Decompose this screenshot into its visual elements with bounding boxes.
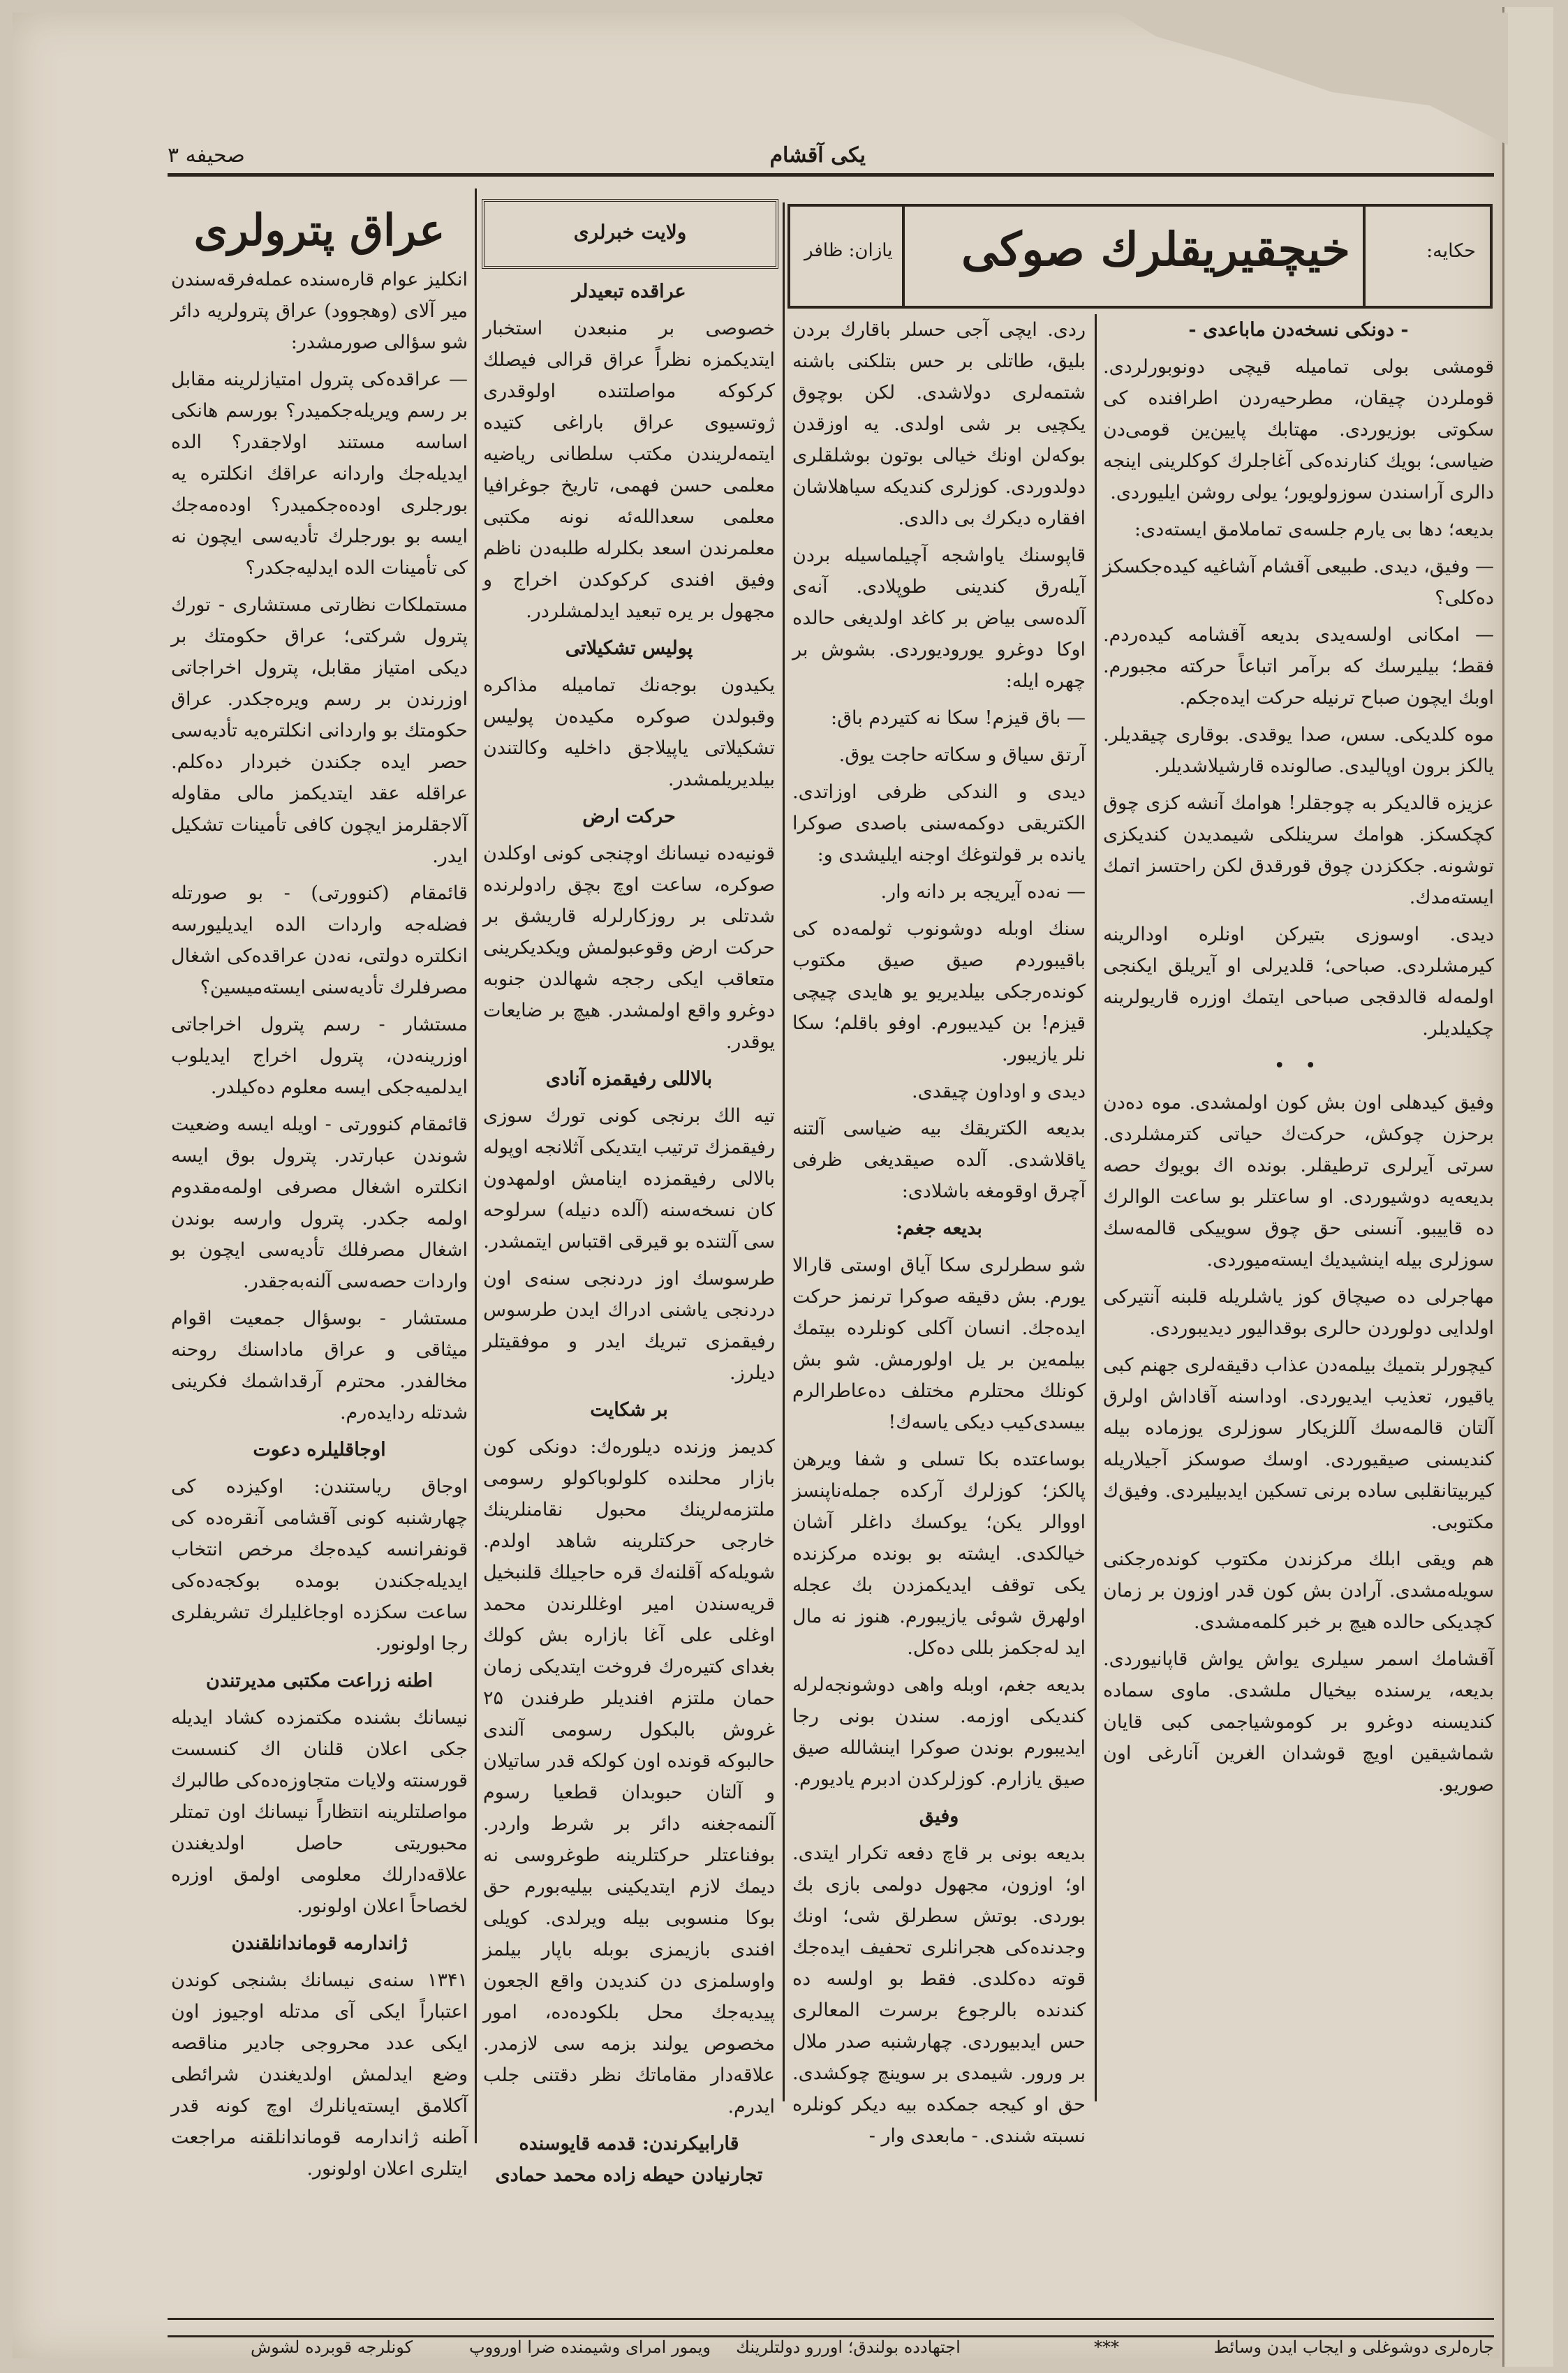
news-body: قونیه‌ده نیسانك اوچنجی کونی اوکلدن صوکره، ساعت اوچ بچق رادولرنده‌ شدتلی بر روزکارلرله قاریشق بر حرکت ارض وقوعبولمش ویکدیکرینی متعاقب ایکی رججه شهالدن جنوبه دوغرو واقع اولمشدر. هیچ بر ضایعات یوقدر. xyxy=(483,843,775,1053)
story-paragraph: هم ویقی ابلك مرکزندن مکتوب کونده‌رجکنی سویله‌مشدی. آرادن بش کون قدر اوزون بر زمان کچدیکی حالده هیچ بر خبر کلمه‌مشدی. xyxy=(1103,1548,1494,1633)
article-paragraph: مستملکات نظارتی مستشاری - تورك پترول شرکتی؛ عراق حکومتك بر دیکی امتیاز مقابل، پترول اخراجاتی اوزرندن بر رسم ویره‌جکدر. عراق حکومتك بو واردانی انکلتره‌یه تأدیه‌سی حصر ایده جکندن خبردار ده‌کلم. عراقله عقد ایتدیکمز مالی مقاوله آلاجقلرمز ایچون کافی تأمینات تشکیل ایدر. xyxy=(171,594,468,867)
story-paragraph: کیچورلر بتمیك بیلمه‌دن عذاب دقیقه‌لری جهنم کبی یاقیور، تعذیب ایدیوردی. اوداسنه آقاداش اولرق آلتان قالمه‌سك آللزیکار سوزلری یوزماده بیله کندیسنی صیقیوردی. اوسك صوسکز آجیلاریله کیربیتانقلبی ساده برنی تسکین ایدبیلیردی. وفیق‌ك مکتوبی. xyxy=(1103,1354,1494,1533)
story-paragraph: دیدی و اوداون چیقدی. xyxy=(912,1081,1086,1102)
footer-strip xyxy=(168,2335,1494,2365)
news-body: یکیدون بوجه‌نك تمامیله مذاکره وقبولدن صوکره مکیده‌ن پولیس تشکیلاتی یاپیلاجق داخلیه وکالتندن بیلدیریلمشدر. xyxy=(483,674,775,790)
provincial-news-column xyxy=(483,276,775,2186)
news-body: طرسوسك اوز دردنجی سنه‌ی اون دردنجی یاشنی ادراك ایدن طرسوس رفیقمزی تبریك ایدر و موفقیتلر دیلرز. xyxy=(483,1268,775,1384)
story-paragraph: آرتق سیاق و سکاته حاجت یوق. xyxy=(838,744,1086,766)
notice-body: نیسانك بشنده مکتمزده کشاد ایدیله جکی اعلان قلنان اك کنسست قورسنته ولایات متجاوزه‌ده‌کی طالبرك مواصلتلرینه انتظاراً نیسانك اون تمتلر محبوریتی حاصل اولدیغندن علاقه‌دارلك معلومی اولمق اوزره لخصاحاً اعلان اولونور. xyxy=(171,1707,468,1917)
article-paragraph: — عراقده‌کی پترول امتیازلرینه مقابل بر رسم ویریله‌جکمیدر؟ بورسم هانکی اساسه مستند اولاجقدر؟ الده ایدیله‌جك واردانه عراقك انکلتره یه بورجلری اوده‌ه‌جکمیدر؟ اوده‌مه‌جك ایسه بو بورجلرك تأدیه‌سی ایچون نه کی تأمینات الده ایدلیه‌جکدر؟ xyxy=(171,369,468,579)
article-paragraph: مستشار - رسم پترول اخراجاتی اوزرینه‌دن، پترول اخراج ایدیلوب ایدلمیه‌جکی ایسه معلوم ده‌کیلدر. xyxy=(171,1014,468,1098)
story-paragraph: بدیعه الکتریقك بیه ضیاسی آلتنه یاقلاشدی. آلده صیقدیغی ظرفی آچرق اوقومغه باشلادی: xyxy=(792,1118,1086,1202)
letter-signature: وفیق xyxy=(919,1805,959,1827)
news-heading: بر شکایت xyxy=(590,1399,668,1421)
story-continued: - دونکی نسخه‌دن ماباعدی - xyxy=(1188,319,1409,341)
column-rule-2 xyxy=(783,202,785,2101)
story-author: یازان: ظافر xyxy=(804,240,893,261)
iraq-petroleum-column xyxy=(171,202,468,2180)
footer-item: جاره‌لری دوشوغلی و ایجاب ایدن وسائط xyxy=(1213,2337,1494,2357)
footer-item: ویمور امرای وشیمنده ضرا اورووپ xyxy=(468,2337,711,2357)
footer-item: اجتهادده بولندق؛ اوررو دولتلرینك xyxy=(736,2337,961,2357)
story-paragraph: ردی. ایچی آجی حسلر باقارك بردن بلیق، طاتلی بر حس بتلکنی باشنه شتمه‌لری دولاشدی. لکن بوچوق یکچیی بر شی اولدی. یه اوزقدن بوکه‌لن اونك خیالی بوتون بوشلقلری دولدوردی. کوزلری کندیکه سیاهلاشان افقاره دیکرك بی دالدی. xyxy=(792,319,1086,529)
bottom-rule xyxy=(168,2318,1494,2320)
paper-name: یکی آقشام xyxy=(769,143,866,168)
page-number: صحیفه ۳ xyxy=(168,143,245,168)
story-paragraph: دیدی و الندکی ظرفی اوزاتدی. الکتریقی دوکمه‌سنی باصدی صوکرا یانده بر قولتوغك اوجنه ایلیشدی و: xyxy=(792,781,1086,866)
footer-item: کونلرجه قوبرده لشوش xyxy=(250,2337,413,2357)
masthead-rule xyxy=(168,173,1494,177)
letter-salutation: بدیعه جغم: xyxy=(896,1218,982,1239)
notice-body: اوجاق ریاستندن: اوکیزده کی چهارشنبه کونی آقشامی آنقره‌ده کی قونفرانسه کیده‌جك مرخص انتخاب ایدیله‌جکندن بومده بوکجه‌ده‌کی ساعت سکزده اوجاغلیلرك تشریفلری رجا اولونور. xyxy=(171,1476,468,1655)
news-body: خصوصی بر منبعدن استخبار ایتدیکمزه نظراً عراق قرالی فیصلك کرکوکه مواصلتنده اولوقدری ژوتسیوی عراق باراغی کتیده ایتمه‌لریندن مکتب سلطانی ریاضیه معلمی حسن فهمی، تاریخ جوغرافیا معلمی سعدالله‌ئه نونه مکتبی معلمرندن اسعد بکلرله طلبه‌دن ناظم وفیق افندی کرکوکدن اخراج و مجهول بر یره تبعید ایدلمشلردر. xyxy=(483,318,775,622)
news-heading: پولیس تشکیلاتی xyxy=(565,637,693,659)
news-signature: قارابیکرندن: قدمه قایوسنده تجارنیادن حیطه زاده محمد حمادی xyxy=(495,2133,763,2186)
story-paragraph: بوساعتده بکا تسلی و شفا ویرهن پالکز؛ کوزلرك آرکده جمله‌ناپنسز اووالر یکن؛ یوکسك داغلر آشان خیالکدی. ایشته بو بونده مرکزنده یکی توقف ایدیکمزدن بك عجله اولهرق شوئی یازیبورم. هنوز نه مال اید له‌جکمز بللی ده‌کل. xyxy=(792,1449,1086,1659)
story-paragraph: — نه‌ده آیریجه بر دانه وار. xyxy=(880,881,1086,903)
story-paragraph: شو سطرلری سکا آیاق اوستی قارالا یورم. بش دقیقه صوکرا ترنمز حرکت ایده‌جك. انسان آکلی کونلرده بیتمك بیلمه‌ین بر یل اولورمش. شو بش کونلك محتلرم مختلف ده‌عاطرالرم بیسدی‌کیب دیکی یاسه‌ك! xyxy=(792,1255,1086,1433)
next-page-edge xyxy=(1502,7,1553,2367)
story-paragraph: — امکانی اولسه‌یدی بدیعه آقشامه کیده‌ردم. فقط؛ بیلیرسك که برآمر اتباعاً حرکته مجبورم. اوبك ایچون صباح ترنیله حرکت ایده‌جکم. xyxy=(1103,624,1494,709)
provincial-news-box xyxy=(482,199,778,269)
story-paragraph: قومشی بولی تمامیله قیچی دونوبورلردی. قوملردن چیقان، مطرحیه‌ردن اطرافنده کی سکوتی بوزیوردی. مهتابك پایین‌ین قومی‌دن ضیاسی؛ بویك کنارنده‌کی آغاجلرك کوکلرینی اینجه دالری آراسندن سوزولویور؛ یولی روشن ایلیوردی. xyxy=(1103,356,1494,503)
story-paragraph: عزیزه قالدیکر به چوجقلر! هوامك آنشه کزی چوق کچکسکز. هوامك سرینلکی شیمدیدن کندیکزی توشونه. جککزدن چوق قورقدق لکن راحتسز اتمك ایسته‌مدك. xyxy=(1103,792,1494,908)
story-paragraph: دیدی. اوسوزی بتیرکن اونلره اودالرینه کیرمشلردی. صباحی؛ قلدیرلی او آیریلق ایکنجی اولمه‌له قالدقجی صباحی ایتمك اوزره قاریولرینه چکیلدیلر. xyxy=(1103,924,1494,1040)
news-body: کدیمز وزنده دیلوره‌ك: دونکی کون بازار محلنده کلولوباکولو رسومی ملتزمه‌لرینك محبول نقامنلرینك خارجی حرکتلرینه شاهد اولدم. شویله‌که آقلنه‌ك قره حاجیلك قلنبخیل قریه‌سندن امیر اوغللرندن محمد اوغلی علی آغا بازاره بش کولك بغدای کتیره‌رك فروخت ایتدیکی زمان حمان ملتزم افندیلر طرفندن ۲۵ غروش بالبکول رسومی آلندی حالبوکه قونده اون کولکه قدر ساتیلان و آلتان حبوبدان قطعیا رسوم آلنمه‌جغنه دائر بر شرط واردر. بوفناعتلر حرکتلرینه طوغروسی نه دیمك لازم ایتدیکینی بیلیه‌بورم حق بوکا منسوبی بیله ویرلدی. کویلی افندی بازیمزی بوبله باپار بیلمز واوسلمزی دن کندیدن واقع الجعون پیدیه‌جك محل بلکوده‌ده، امور مخصوص یولند بزمه سی لازمدر. علاقه‌دار مقاماتك نظر دقتنی جلب ایدرم. xyxy=(483,1436,775,2117)
column-rule-1 xyxy=(1095,314,1097,2101)
story-label: حکایه: xyxy=(1426,240,1476,262)
news-heading: بالاللی رفیقمزه آنادی xyxy=(545,1068,713,1090)
story-paragraph: آقشامك اسمر سیلری یواش یواش قاپانیوردی. بدیعه، یرسنده بیخیال ملشدی. ماوی سماده کندیسنه دوغرو بر کوموشیاجمی کبی قایان شماشیقین اویچ قوشدان الغرین آنارغی اون صوریو. xyxy=(1103,1648,1494,1796)
story-title-box xyxy=(787,204,1493,309)
story-paragraph: — باق قیزم! سکا نه کتیردم باق: xyxy=(830,707,1086,729)
section-divider: • • xyxy=(1273,1055,1324,1077)
story-paragraph: — وفیق، دیدی. طبیعی آقشام آشاغیه کیده‌جکسکز ده‌کلی؟ xyxy=(1103,556,1494,609)
story-paragraph: بدیعه؛ دها بی یارم جلسه‌ی تماملامق ایسته‌دی: xyxy=(1134,519,1494,540)
article-paragraph: مستشار - بوسؤال جمعیت اقوام میثاقی و عراق ماداسنك روحنه مخالفدر. محترم آرقداشمك فکرینی شدتله ردایده‌رم. xyxy=(171,1308,468,1424)
article-paragraph: انکلیز عوام قاره‌سنده عمله‌فرقه‌سندن میر آلای (وهجوود) عراق پترولریه دائر شو سؤالی صورمشدر: xyxy=(171,269,468,353)
footer-item: *** xyxy=(1094,2337,1119,2357)
news-heading: حرکت ارض xyxy=(582,806,676,827)
news-heading: عراقده تبعیدلر xyxy=(572,281,686,302)
title-separator xyxy=(1363,207,1366,306)
article-paragraph: قائمقام (کنوورتی) - بو صورتله فضله‌جه واردات الده ایدیلیورسه انکلتره دولتی، نه‌دن عراقده‌کی اشغال مصرفلرك تأدیه‌سنی ایسته‌میسین؟ xyxy=(171,882,468,998)
story-paragraph: قاپوسنك یاواشجه آچیلماسیله بردن آیله‌رق کندینی طوپلادی. آنه‌ی آلده‌سی بیاض بر کاغد اولدیغی حالده اوکا دوغرو یورودیوردی. بشوش بر چهره ایله: xyxy=(792,545,1086,692)
notice-heading: اوجاقلیلره دعوت xyxy=(253,1439,386,1461)
iraq-petroleum-title: عراق پترولری xyxy=(193,205,445,256)
story-title: خیچقیریقلرك صوکی xyxy=(961,222,1350,276)
provincial-news-title: ولایت خبرلری xyxy=(573,221,687,244)
story-paragraph: وفیق کیدهلی اون بش کون اولمشدی. موه ده‌دن برحزن چوکش، حرکت‌ك حیاتی کترمشلردی. سرتی آیرلری ترطیقلر. بونده اك بویوك حصه بدیعه‌یه دوشیوردی. او ساعتلر بو ساعت الوالرك ده قاییبو. آنسنی حق چوق سوییکی قالمه‌سك سوزلری بیله اینشیدیك ایسته‌میوردی. xyxy=(1103,1092,1494,1271)
story-paragraph: مهاجرلی ده صیچاق کوز یاشلریله قلبنه آنتیرکی اولدایی دولوردن حالری بوقدالیور دیدیبوردی. xyxy=(1103,1286,1494,1339)
story-paragraph: بدیعه بونی بر قاچ دفعه تکرار ایتدی. او؛ اوزون، مجهول دولمی بازی بك بوردی. بوتش سطرلق شی؛ اونك وجدنده‌کی هجرانلری تحفیف ایده‌جك قوته ده‌کلدی. فقط بو اولسه ده کندنده بالرجوع برسرت المعالری حس ایدبیوردی. چهارشنبه صدر ملال بر ورور. شیمدی بر سوینچ چوکشدی. حق او کیجه جمکده بیه دیکر کونلره نسبته شندی. - مابعدی وار - xyxy=(792,1842,1086,2147)
story-paragraph: بدیعه جغم، اوبله واهی دوشونجه‌لرله کندیکی اوزمه. سندن بونی رجا ایدیبورم بوندن صوکرا اینشالله صیق صیق یازارم. کوزلرکدن ادبرم یادیورم. xyxy=(792,1674,1086,1790)
notice-heading: اطنه زراعت مکتبی مدیرتندن xyxy=(206,1670,433,1692)
story-column-left xyxy=(792,314,1086,2147)
title-separator xyxy=(902,207,905,306)
story-paragraph: موه کلدیکی. سس، صدا یوقدی. بوقاری چیقدیلر. یالکز برون اوپالیدی. صالونده قارشیلاشدیلر. xyxy=(1103,724,1494,777)
article-paragraph: قائمقام کنوورتی - اویله ایسه وضعیت شوندن عبارتدر. پترول بوق ایسه انکلتره اشغال مصرفی اولمه‌مقدوم اولمه جکدر. پترول وارسه بوندن اشغال مصرفلك تأدیه‌سی ایچون بو واردات حصه‌سی آلنه‌به‌جقدر. xyxy=(171,1114,468,1292)
story-paragraph: سنك اوبله دوشونوب ثولمه‌ده کی باقیبوردم صیق صیق مکتوب کونده‌رجکی بیلدیریو یو هایدی چیچی قیزم! بن کیدیبورم. اوفو باقلم؛ سکا نلر یازیبور. xyxy=(792,918,1086,1065)
notice-heading: ژاندارمه قوماندانلقندن xyxy=(231,1932,408,1954)
masthead xyxy=(168,143,1494,185)
column-rule-3 xyxy=(475,188,477,2143)
notice-body: ۱۳۴۱ سنه‌ی نیسانك بشنجی کوندن اعتباراً ایکی آی مدتله اوجیوز اون ایکی عدد محروجی جادیر مناقصه وضع ایدلمش اولدیغندن شرائطی آکلامق ایسته‌یانلرك اوچ کونه قدر آطنه ژاندارمه قوماندانلقنه مراجعت ایتلری اعلان اولونور. xyxy=(171,1969,468,2180)
story-column-right xyxy=(1103,314,1494,2115)
news-body: تیه الك برنجی کونی تورك سوزی رفیقمزك ترتیب ایتدیکی آثلانجه اوپوله بالالی رفیقمزده اینامش اولمهدون کان نسخه‌سنه (آلده دنیله) سرلوحه سی آلتنده بو قیرقی اقتباس ایتمشدر. xyxy=(483,1105,775,1252)
